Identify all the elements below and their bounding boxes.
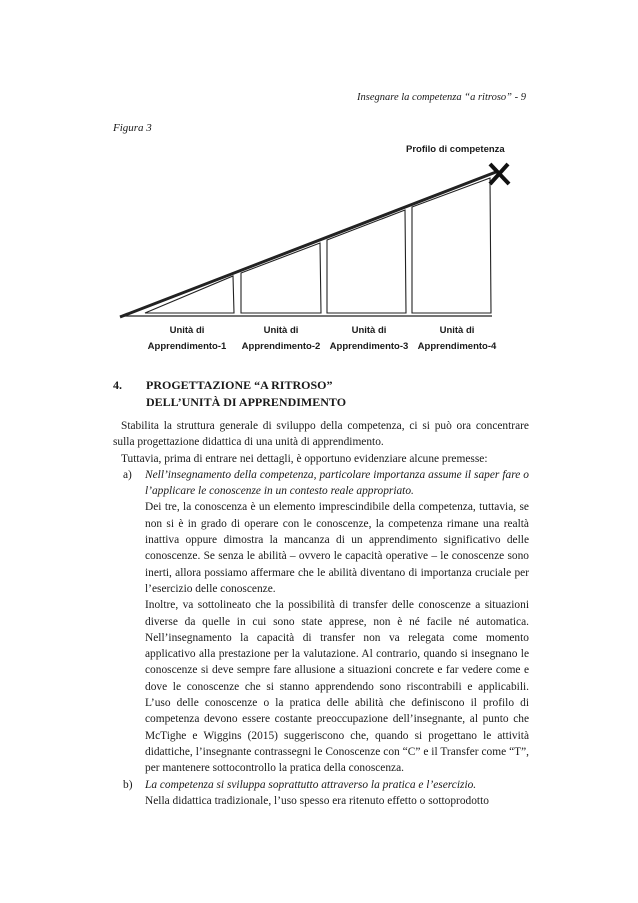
section-number: 4. bbox=[113, 378, 122, 392]
section-title bbox=[146, 377, 546, 411]
profile-diagonal bbox=[120, 172, 496, 317]
list-item-a-text-1: Dei tre, la conoscenza è un elemento imprescindibile della competenza, tuttavia, se non si è in grado di operare con le conoscenze, la competenza rimane una realtà inattiva oppure dimostra la mancanza di un apprendimento significativo delle conoscenze. Se senza le abilità – ovvero le capacità operative – le conoscenze sono inerti, allora possiamo affermare che le abilità diventano di importanza cruciale per l’esercizio delle conoscenze. bbox=[145, 501, 529, 595]
list-item-b-lead: La competenza si sviluppa soprattutto attraverso la pratica e l’esercizio. bbox=[145, 778, 477, 791]
unit-shape-1 bbox=[145, 276, 234, 313]
unit-label-4-line2: Apprendimento-4 bbox=[417, 341, 497, 352]
list-marker-b: b) bbox=[123, 778, 133, 791]
list-item-b bbox=[113, 777, 529, 810]
paragraph-2: Tuttavia, prima di entrare nei dettagli, è opportuno evidenziare alcune premesse: bbox=[121, 452, 488, 465]
list-item-a bbox=[113, 467, 529, 777]
unit-label-3-line1: Unità di bbox=[351, 325, 387, 336]
unit-label-3-line2: Apprendimento-3 bbox=[329, 341, 409, 352]
paragraph-1: Stabilita la struttura generale di sviluppo della competenza, ci si può ora concentrare sulla progettazione didattica di una unità di apprendimento. bbox=[113, 420, 529, 449]
unit-label-2-line2: Apprendimento-2 bbox=[241, 341, 321, 352]
unit-label-2-line1: Unità di bbox=[263, 325, 299, 336]
figure-label: Figura 3 bbox=[113, 122, 152, 134]
list-item-a-text-2: Inoltre, va sottolineato che la possibilità di transfer delle conoscenze a situazioni diverse da quelle in cui sono state apprese, non è né facile né automatica. Nell’insegnamento la capacità di transfer non va relegata come momento applicativo alla prestazione per la valutazione. Al contrario, quando si insegnano le conoscenze si deve sempre fare allusione a situazioni concrete e far vedere come e dove le conoscenze che si stanno apprendendo sono riscontrabili e applicabili. L’uso delle conoscenze o la pratica delle abilità che definiscono il profilo di competenza devono essere costante preoccupazione dell’insegnante, al punto che McTighe e Wiggins (2015) suggeriscono che, quando si progettano le attività didattiche, l’insegnante contrassegni le Conoscenze con “C” e il Transfer come “T”, per mantenere sottocontrollo la pratica della conoscenza. bbox=[145, 599, 529, 775]
running-head: Insegnare la competenza “a ritroso” - 9 bbox=[357, 92, 526, 103]
unit-shape-3 bbox=[327, 210, 406, 313]
unit-label-4 bbox=[402, 323, 512, 355]
section-title-line2: DELL’UNITÀ DI APPRENDIMENTO bbox=[146, 395, 347, 409]
unit-label-4-line1: Unità di bbox=[439, 325, 475, 336]
unit-label-1-line2: Apprendimento-1 bbox=[147, 341, 227, 352]
body-text bbox=[113, 418, 529, 809]
list-item-a-lead: Nell’insegnamento della competenza, particolare importanza assume il saper fare o l’applicare le conoscenze in un contesto reale appropriato. bbox=[145, 468, 529, 498]
list-marker-a: a) bbox=[123, 468, 132, 481]
profile-label: Profilo di competenza bbox=[406, 144, 505, 155]
unit-label-1-line1: Unità di bbox=[169, 325, 205, 336]
section-title-line1: PROGETTAZIONE “A RITROSO” bbox=[146, 378, 333, 392]
list-item-b-text-1: Nella didattica tradizionale, l’uso spesso era ritenuto effetto o sottoprodotto bbox=[145, 794, 489, 807]
